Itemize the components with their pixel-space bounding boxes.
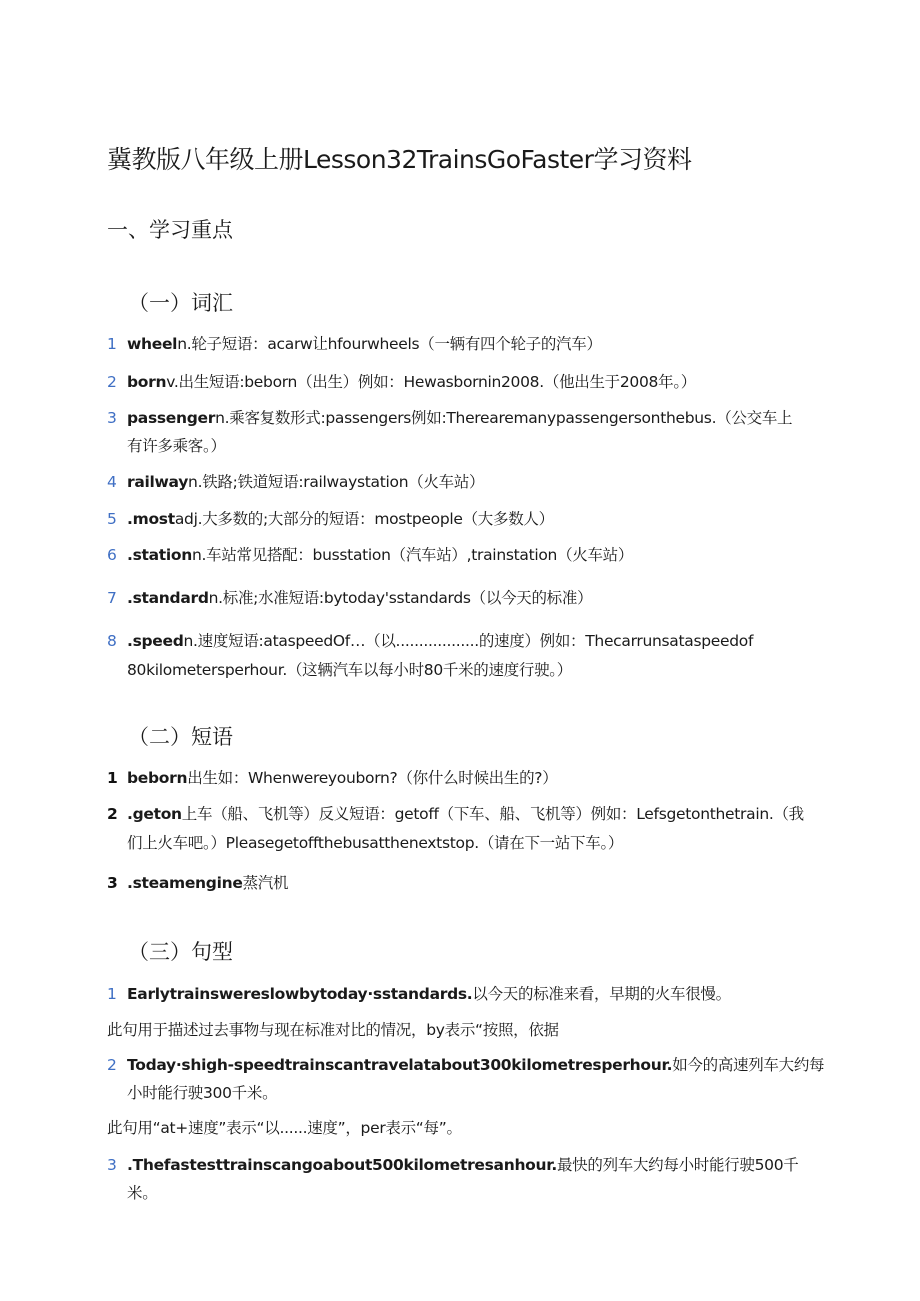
item-number: 1	[107, 335, 117, 353]
vocab-item-3-cont: 有许多乘客。）	[127, 437, 226, 455]
item-text: 以今天的标准来看，早期的火车很慢。	[472, 985, 731, 1003]
phrase-item-2-cont: 们上火车吧。）Pleasegetoffthebusatthenextstop.（请在下一站下车。）	[127, 834, 624, 852]
keyword: wheel	[127, 335, 178, 353]
item-text: 上车（船、飞机等）反义短语：getoff（下车、船、飞机等）例如：Lefsgetonthetrain.（我	[181, 805, 804, 823]
item-number: 3	[107, 874, 118, 892]
vocab-item-7	[107, 586, 592, 608]
keyword: .Thefastesttrainscangoabout500kilometresanhour.	[127, 1156, 557, 1174]
item-number: 4	[107, 473, 117, 491]
page-title: 冀教版八年级上册Lesson32TrainsGoFaster学习资料	[107, 145, 692, 174]
item-text: 最快的列车大约每小时能行驶500千	[556, 1156, 799, 1174]
item-number: 7	[107, 589, 117, 607]
item-number: 3	[107, 1156, 117, 1174]
keyword: .steamengine	[127, 874, 243, 892]
keyword: Today·shigh-speedtrainscantravelatabout300kilometresperhour.	[127, 1056, 673, 1074]
keyword: .most	[127, 510, 175, 528]
phrase-item-2	[107, 802, 804, 824]
keyword: .station	[127, 546, 192, 564]
vocab-item-3	[107, 406, 792, 428]
vocab-item-2	[107, 370, 696, 392]
sentence-item-3-cont: 米。	[127, 1184, 158, 1202]
item-number: 2	[107, 805, 118, 823]
section-heading-1: 一、学习重点	[107, 218, 233, 242]
item-text: 蒸汽机	[242, 874, 289, 892]
sentence-item-2	[107, 1053, 824, 1075]
item-text: 出生如：Whenwereyouborn?（你什么时候出生的?）	[187, 769, 558, 787]
keyword: .geton	[127, 805, 182, 823]
phrase-item-1	[107, 766, 557, 788]
phrases-heading: （二）短语	[128, 725, 233, 749]
item-text: v.出生短语:beborn（出生）例如：Hewasbornin2008.（他出生于2008年。）	[166, 373, 696, 391]
vocab-item-5	[107, 507, 554, 529]
vocab-item-4	[107, 470, 484, 492]
item-number: 6	[107, 546, 117, 564]
vocab-item-1	[107, 332, 602, 354]
item-text: n.标准;水准短语:bytoday'sstandards（以今天的标准）	[208, 589, 593, 607]
item-number: 1	[107, 985, 117, 1003]
vocab-item-8-cont: 80kilometersperhour.（这辆汽车以每小时80千米的速度行驶。）	[127, 661, 572, 679]
item-text: adj.大多数的;大部分的短语：mostpeople（大多数人）	[174, 510, 554, 528]
sentence-item-2-cont: 小时能行驶300千米。	[127, 1084, 278, 1102]
item-number: 2	[107, 1056, 117, 1074]
keyword: .speed	[127, 632, 184, 650]
keyword: Earlytrainswereslowbytoday·sstandards.	[127, 985, 473, 1003]
item-text: n.速度短语:ataspeedOf…（以..................的速度）例如：Thecarrunsataspeedof	[183, 632, 754, 650]
item-number: 8	[107, 632, 117, 650]
phrase-item-3	[107, 871, 288, 893]
sentence-item-1	[107, 982, 731, 1004]
keyword: passenger	[127, 409, 216, 427]
keyword: .standard	[127, 589, 209, 607]
item-text: n.乘客复数形式:passengers例如:Therearemanypassengersonthebus.（公交车上	[215, 409, 793, 427]
vocab-item-6	[107, 543, 633, 565]
item-text: n.轮子短语：acarw让hfourwheels（一辆有四个轮子的汽车）	[177, 335, 602, 353]
keyword: born	[127, 373, 167, 391]
item-number: 2	[107, 373, 117, 391]
vocab-heading: （一）词汇	[128, 291, 233, 315]
item-text: n.铁路;铁道短语:railwaystation（火车站）	[188, 473, 485, 491]
item-text: n.车站常见搭配：busstation（汽车站）,trainstation（火车站）	[192, 546, 634, 564]
item-number: 1	[107, 769, 118, 787]
sentence-note-1: 此句用于描述过去事物与现在标准对比的情况，by表示“按照，依据	[107, 1021, 559, 1039]
vocab-item-8	[107, 629, 753, 651]
sentence-item-3	[107, 1153, 798, 1175]
keyword: beborn	[127, 769, 188, 787]
item-number: 3	[107, 409, 117, 427]
item-number: 5	[107, 510, 117, 528]
sentence-note-2: 此句用“at+速度”表示“以......速度”，per表示“每”。	[107, 1119, 462, 1137]
item-text: 如今的高速列车大约每	[672, 1056, 825, 1074]
sentences-heading: （三）句型	[128, 940, 233, 964]
keyword: railway	[127, 473, 189, 491]
